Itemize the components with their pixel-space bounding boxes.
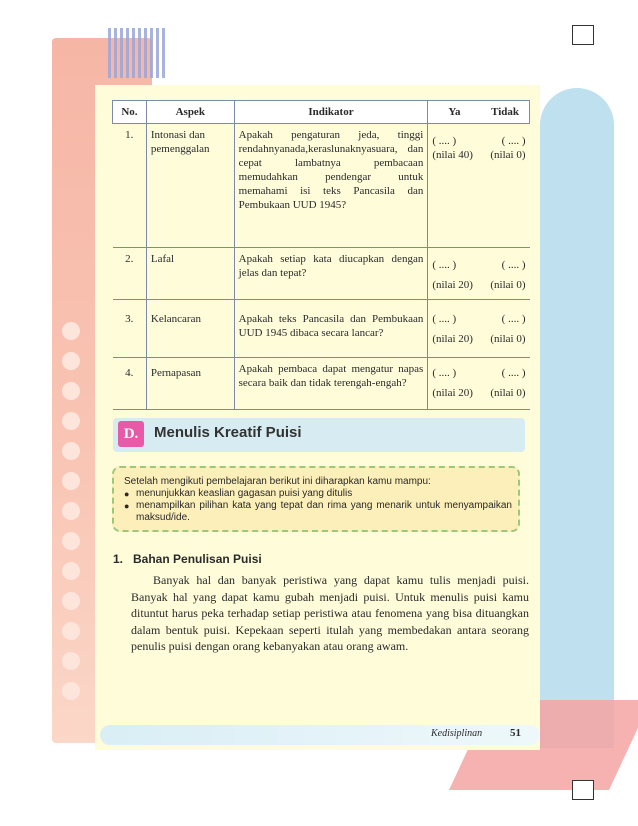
- cell-score: [428, 124, 530, 248]
- header-aspek: Aspek: [146, 101, 234, 124]
- cell-indikator: Apakah setiap kata diucapkan dengan jelas dan tepat?: [234, 248, 428, 300]
- body-paragraph: Banyak hal dan banyak peristiwa yang dapat kamu tulis menjadi puisi. Banyak hal yang dapat kamu gubah menjadi puisi. Untuk menulis puisi kamu dituntut harus peka terhadap setiap peristiwa atau fenomena yang bisa dituangkan dalam bentuk puisi. Kepekaan seperti itulah yang membedakan antara seorang penulis puisi dengan orang kebanyakan atau orang awam.: [131, 573, 529, 653]
- cell-aspek: Lafal: [146, 248, 234, 300]
- binder-hole: [62, 352, 80, 370]
- section-title: Menulis Kreatif Puisi: [154, 424, 302, 441]
- cell-aspek: Kelancaran: [146, 300, 234, 358]
- header-no: No.: [113, 101, 147, 124]
- table-header-row: [113, 101, 530, 124]
- binder-hole: [62, 322, 80, 340]
- binder-hole: [62, 622, 80, 640]
- objective-item: ● menampilkan pilihan kata yang tepat dan rima yang menarik untuk menyampaikan maksud/ide.: [124, 500, 512, 524]
- page-number: 51: [510, 727, 521, 739]
- header-ya: Ya: [448, 106, 461, 118]
- cell-indikator: Apakah teks Pancasila dan Pembukaan UUD 1945 dibaca secara lancar?: [234, 300, 428, 358]
- score-ya: ( .... ): [432, 367, 457, 379]
- cell-score: [428, 300, 530, 358]
- objectives-intro: Setelah mengikuti pembelajaran berikut ini diharapkan kamu mampu:: [124, 476, 431, 487]
- nilai-tidak: (nilai 0): [490, 333, 526, 345]
- nilai-ya: (nilai 20): [432, 279, 473, 291]
- table-row: [113, 300, 530, 358]
- cell-score: [428, 358, 530, 410]
- nilai-tidak: (nilai 0): [490, 149, 526, 161]
- cell-score: [428, 248, 530, 300]
- cell-indikator: Apakah pengaturan jeda, tinggi rendahnyanada,keraslunaknyasuara, dan cepat lambatnya pembacaan memudahkan pendengar untuk memahami isi teks Pancasila dan Pembukaan UUD 1945?: [234, 124, 428, 248]
- binder-hole: [62, 592, 80, 610]
- cell-indikator: Apakah pembaca dapat mengatur napas secara baik dan tidak terengah-engah?: [234, 358, 428, 410]
- nilai-ya: (nilai 20): [432, 387, 473, 399]
- cell-no: 3.: [113, 300, 147, 358]
- cell-aspek: Pernapasan: [146, 358, 234, 410]
- score-ya: ( .... ): [432, 259, 457, 271]
- binder-hole: [62, 472, 80, 490]
- score-tidak: ( .... ): [501, 259, 526, 271]
- binder-hole: [62, 682, 80, 700]
- crop-mark-bottom: [572, 780, 594, 800]
- header-tidak: Tidak: [491, 106, 519, 118]
- objectives-box: [112, 466, 520, 532]
- binder-hole: [62, 412, 80, 430]
- cell-aspek: Intonasi dan pemenggalan: [146, 124, 234, 248]
- binder-hole: [62, 652, 80, 670]
- table-row: [113, 248, 530, 300]
- nilai-tidak: (nilai 0): [490, 279, 526, 291]
- binder-hole: [62, 562, 80, 580]
- table-row: [113, 124, 530, 248]
- header-indikator: Indikator: [234, 101, 428, 124]
- binder-hole: [62, 532, 80, 550]
- objective-item: ● menunjukkan keaslian gagasan puisi yang ditulis: [124, 488, 512, 500]
- score-tidak: ( .... ): [501, 313, 526, 325]
- header-ya-tidak: [428, 101, 530, 124]
- decor-binding-stripes: [108, 28, 166, 78]
- crop-mark-top: [572, 25, 594, 45]
- nilai-ya: (nilai 20): [432, 333, 473, 345]
- cell-no: 2.: [113, 248, 147, 300]
- objectives-list: [124, 488, 512, 524]
- subsection-title: 1. Bahan Penulisan Puisi: [113, 552, 262, 566]
- assessment-table: [112, 100, 530, 410]
- table-row: [113, 358, 530, 410]
- score-ya: ( .... ): [432, 135, 457, 147]
- binder-hole: [62, 442, 80, 460]
- score-tidak: ( .... ): [501, 367, 526, 379]
- nilai-ya: (nilai 40): [432, 149, 473, 161]
- score-ya: ( .... ): [432, 313, 457, 325]
- binder-hole: [62, 502, 80, 520]
- footer-label: Kedisiplinan: [431, 728, 483, 739]
- section-letter-badge: D.: [118, 421, 144, 447]
- decor-blue-strip: [540, 88, 614, 748]
- binder-hole: [62, 382, 80, 400]
- cell-no: 1.: [113, 124, 147, 248]
- nilai-tidak: (nilai 0): [490, 387, 526, 399]
- score-tidak: ( .... ): [501, 135, 526, 147]
- cell-no: 4.: [113, 358, 147, 410]
